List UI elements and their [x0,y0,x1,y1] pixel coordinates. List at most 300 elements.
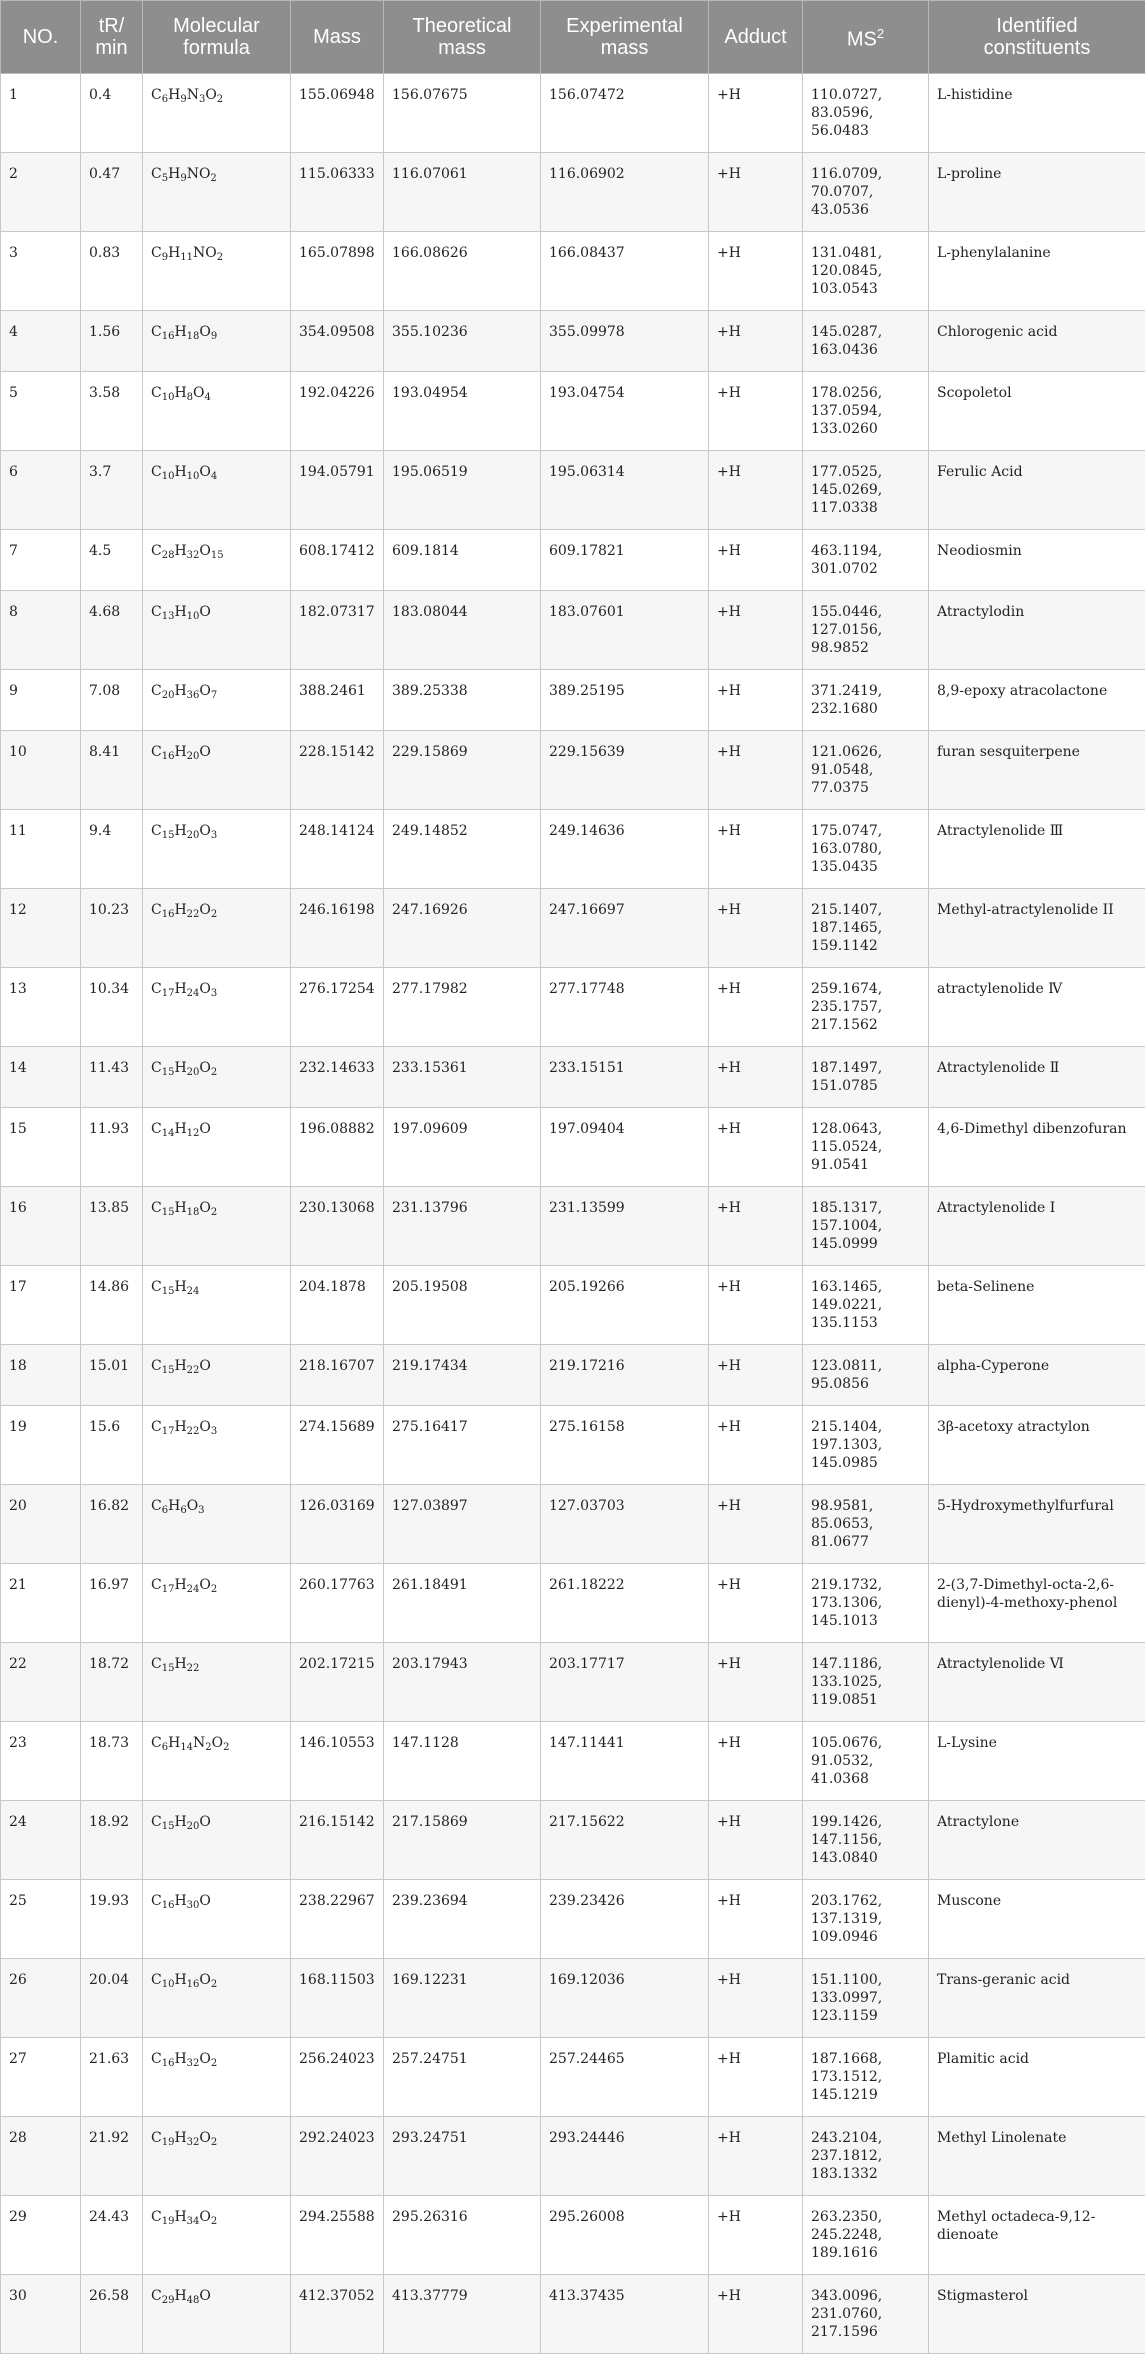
cell-experimental-mass: 169.12036 [541,1959,709,2038]
table-row [1,968,1145,1047]
table-row [1,1108,1145,1187]
table-row [1,2117,1145,2196]
formula-element: H [168,1498,181,1514]
table-row [1,74,1145,153]
cell-ms2: 128.0643, 115.0524, 91.0541 [803,1108,929,1187]
formula-subscript: 28 [161,550,175,561]
header-adduct: Adduct [709,1,803,74]
formula-element: H [174,385,187,401]
cell-adduct: +H [709,889,803,968]
cell-formula [143,1266,291,1345]
cell-experimental-mass: 147.11441 [541,1722,709,1801]
formula-element: H [174,1419,187,1435]
cell-ms2: 371.2419, 232.1680 [803,670,929,731]
header-experimental-mass: Experimental mass [541,1,709,74]
formula-subscript: 22 [186,1426,200,1437]
cell-identified-constituent: Methyl-atractylenolide II [929,889,1145,968]
cell-formula [143,591,291,670]
cell-adduct: +H [709,1880,803,1959]
cell-formula [143,1959,291,2038]
formula-subscript: 2 [210,2137,218,2148]
formula-subscript: 2 [210,1067,218,1078]
cell-experimental-mass: 275.16158 [541,1406,709,1485]
cell-no: 28 [1,2117,81,2196]
cell-theoretical-mass: 166.08626 [384,232,541,311]
cell-mass: 260.17763 [291,1564,384,1643]
formula-subscript: 30 [186,1900,200,1911]
cell-identified-constituent: L-histidine [929,74,1145,153]
cell-ms2: 219.1732, 173.1306, 145.1013 [803,1564,929,1643]
formula-subscript: 15 [161,1067,175,1078]
table-row [1,731,1145,810]
cell-ms2: 98.9581, 85.0653, 81.0677 [803,1485,929,1564]
cell-theoretical-mass: 413.37779 [384,2275,541,2354]
cell-mass: 246.16198 [291,889,384,968]
table-row [1,1880,1145,1959]
cell-ms2: 463.1194, 301.0702 [803,530,929,591]
cell-theoretical-mass: 127.03897 [384,1485,541,1564]
cell-formula [143,670,291,731]
cell-mass: 256.24023 [291,2038,384,2117]
formula-subscript: 16 [161,909,175,920]
cell-identified-constituent: Stigmasterol [929,2275,1145,2354]
formula-element: O [199,1814,211,1830]
formula-subscript: 2 [223,1742,230,1753]
formula-element: O [199,2130,211,2146]
cell-no: 7 [1,530,81,591]
formula-subscript: 20 [186,1821,200,1832]
cell-theoretical-mass: 277.17982 [384,968,541,1047]
formula-element: H [174,981,187,997]
cell-tr: 21.63 [81,2038,143,2117]
cell-tr: 15.01 [81,1345,143,1406]
formula-element: C [151,2130,162,2146]
formula-element: C [151,2209,162,2225]
formula-subscript: 10 [161,1979,175,1990]
formula-element: C [151,1814,162,1830]
cell-ms2: 185.1317, 157.1004, 145.0999 [803,1187,929,1266]
formula-element: H [174,1577,187,1593]
cell-identified-constituent: L-proline [929,153,1145,232]
formula-element: H [174,902,187,918]
cell-tr: 18.72 [81,1643,143,1722]
formula-subscript: 19 [161,2216,175,2227]
formula-element: H [174,1279,187,1295]
formula-element: O [199,683,211,699]
cell-no: 19 [1,1406,81,1485]
formula-element: C [151,87,162,103]
table-row [1,2038,1145,2117]
cell-identified-constituent: furan sesquiterpene [929,731,1145,810]
formula-subscript: 18 [186,331,200,342]
cell-tr: 3.58 [81,372,143,451]
cell-theoretical-mass: 203.17943 [384,1643,541,1722]
cell-formula [143,968,291,1047]
cell-formula [143,810,291,889]
formula-subscript: 2 [210,2058,218,2069]
cell-identified-constituent: Methyl octadeca-9,12-dienoate [929,2196,1145,2275]
cell-formula [143,1801,291,1880]
cell-theoretical-mass: 233.15361 [384,1047,541,1108]
cell-tr: 9.4 [81,810,143,889]
cell-experimental-mass: 247.16697 [541,889,709,968]
cell-mass: 232.14633 [291,1047,384,1108]
cell-no: 22 [1,1643,81,1722]
formula-subscript: 24 [186,988,200,999]
table-row [1,1564,1145,1643]
cell-mass: 216.15142 [291,1801,384,1880]
table-row [1,810,1145,889]
formula-subscript: 10 [186,471,200,482]
cell-formula [143,311,291,372]
header-ms2-base: MS [846,28,877,51]
formula-subscript: 15 [161,1286,175,1297]
formula-element: C [151,902,162,918]
cell-experimental-mass: 203.17717 [541,1643,709,1722]
cell-tr: 18.92 [81,1801,143,1880]
formula-subscript: 15 [161,1663,175,1674]
formula-element: NO [186,166,211,182]
cell-no: 13 [1,968,81,1047]
formula-element: O [199,1419,211,1435]
formula-element: H [168,87,181,103]
formula-subscript: 29 [161,2295,175,2306]
formula-subscript: 32 [186,550,200,561]
cell-tr: 19.93 [81,1880,143,1959]
formula-subscript: 17 [161,988,175,999]
cell-adduct: +H [709,731,803,810]
cell-mass: 115.06333 [291,153,384,232]
cell-mass: 202.17215 [291,1643,384,1722]
cell-tr: 10.23 [81,889,143,968]
cell-tr: 3.7 [81,451,143,530]
cell-no: 10 [1,731,81,810]
cell-tr: 11.43 [81,1047,143,1108]
header-identified-constituents: Identified constituents [929,1,1145,74]
cell-tr: 0.47 [81,153,143,232]
cell-ms2: 147.1186, 133.1025, 119.0851 [803,1643,929,1722]
formula-element: N [186,87,199,103]
formula-element: C [151,1735,162,1751]
formula-subscript: 2 [210,909,218,920]
cell-identified-constituent: Ferulic Acid [929,451,1145,530]
formula-element: C [151,1279,162,1295]
formula-subscript: 12 [186,1128,200,1139]
formula-element: O [199,1893,211,1909]
cell-no: 11 [1,810,81,889]
formula-subscript: 32 [186,2058,200,2069]
formula-element: O [199,981,211,997]
cell-formula [143,232,291,311]
formula-subscript: 9 [210,331,218,342]
cell-no: 15 [1,1108,81,1187]
formula-element: H [168,166,181,182]
table-row [1,2275,1145,2354]
cell-mass: 608.17412 [291,530,384,591]
cell-tr: 8.41 [81,731,143,810]
formula-element: H [174,1358,187,1374]
cell-identified-constituent: Scopoletol [929,372,1145,451]
formula-subscript: 20 [186,1067,200,1078]
formula-subscript: 20 [186,751,200,762]
formula-element: H [168,245,181,261]
cell-mass: 155.06948 [291,74,384,153]
cell-adduct: +H [709,372,803,451]
cell-experimental-mass: 197.09404 [541,1108,709,1187]
cell-tr: 7.08 [81,670,143,731]
cell-identified-constituent: 4,6-Dimethyl dibenzofuran [929,1108,1145,1187]
header-row [1,1,1145,74]
cell-mass: 182.07317 [291,591,384,670]
cell-identified-constituent: Atractylone [929,1801,1145,1880]
cell-theoretical-mass: 239.23694 [384,1880,541,1959]
formula-element: H [174,1060,187,1076]
cell-ms2: 343.0096, 231.0760, 217.1596 [803,2275,929,2354]
formula-subscript: 10 [161,392,175,403]
cell-identified-constituent: Atractylenolide Ⅵ [929,1643,1145,1722]
cell-ms2: 145.0287, 163.0436 [803,311,929,372]
cell-no: 26 [1,1959,81,2038]
cell-no: 21 [1,1564,81,1643]
cell-adduct: +H [709,591,803,670]
formula-element: H [174,1656,187,1672]
table-row [1,1959,1145,2038]
cell-ms2: 121.0626, 91.0548, 77.0375 [803,731,929,810]
cell-mass: 196.08882 [291,1108,384,1187]
cell-mass: 412.37052 [291,2275,384,2354]
cell-theoretical-mass: 257.24751 [384,2038,541,2117]
cell-adduct: +H [709,1345,803,1406]
formula-subscript: 15 [210,550,224,561]
cell-ms2: 259.1674, 235.1757, 217.1562 [803,968,929,1047]
formula-element: O [199,2051,211,2067]
formula-subscript: 3 [210,830,218,841]
cell-no: 30 [1,2275,81,2354]
cell-mass: 276.17254 [291,968,384,1047]
cell-adduct: +H [709,153,803,232]
cell-mass: 274.15689 [291,1406,384,1485]
cell-adduct: +H [709,968,803,1047]
formula-subscript: 3 [198,94,206,105]
formula-element: O [199,823,211,839]
cell-theoretical-mass: 275.16417 [384,1406,541,1485]
cell-adduct: +H [709,1266,803,1345]
cell-no: 20 [1,1485,81,1564]
cell-experimental-mass: 389.25195 [541,670,709,731]
formula-element: H [174,1814,187,1830]
cell-identified-constituent: Plamitic acid [929,2038,1145,2117]
cell-mass: 165.07898 [291,232,384,311]
cell-theoretical-mass: 156.07675 [384,74,541,153]
cell-theoretical-mass: 355.10236 [384,311,541,372]
cell-identified-constituent: Methyl Linolenate [929,2117,1145,2196]
cell-adduct: +H [709,2038,803,2117]
cell-adduct: +H [709,1406,803,1485]
cell-theoretical-mass: 231.13796 [384,1187,541,1266]
cell-tr: 15.6 [81,1406,143,1485]
cell-no: 14 [1,1047,81,1108]
formula-subscript: 3 [198,1505,205,1516]
formula-element: NO [193,245,217,261]
cell-adduct: +H [709,810,803,889]
cell-identified-constituent: Trans-geranic acid [929,1959,1145,2038]
cell-mass: 354.09508 [291,311,384,372]
formula-subscript: 17 [161,1426,175,1437]
cell-adduct: +H [709,1187,803,1266]
header-ms2-sup: 2 [876,26,885,42]
cell-theoretical-mass: 169.12231 [384,1959,541,2038]
formula-element: O [199,1577,211,1593]
cell-tr: 16.97 [81,1564,143,1643]
cell-no: 12 [1,889,81,968]
cell-mass: 218.16707 [291,1345,384,1406]
cell-ms2: 199.1426, 147.1156, 143.0840 [803,1801,929,1880]
cell-formula [143,74,291,153]
formula-subscript: 6 [161,94,169,105]
formula-subscript: 16 [161,1900,175,1911]
cell-ms2: 243.2104, 237.1812, 183.1332 [803,2117,929,2196]
table-row [1,1643,1145,1722]
cell-theoretical-mass: 295.26316 [384,2196,541,2275]
header-mass: Mass [291,1,384,74]
formula-element: C [151,543,162,559]
table-row [1,311,1145,372]
table-row [1,1406,1145,1485]
cell-theoretical-mass: 293.24751 [384,2117,541,2196]
table-row [1,1345,1145,1406]
formula-element: C [151,1060,162,1076]
formula-element: O [199,324,211,340]
formula-element: H [174,543,187,559]
cell-no: 9 [1,670,81,731]
formula-element: C [151,744,162,760]
formula-subscript: 11 [180,252,194,263]
formula-element: C [151,1972,162,1988]
cell-identified-constituent: 5-Hydroxymethylfurfural [929,1485,1145,1564]
cell-formula [143,2275,291,2354]
formula-element: O [199,902,211,918]
formula-subscript: 2 [210,2216,218,2227]
cell-ms2: 263.2350, 245.2248, 189.1616 [803,2196,929,2275]
cell-experimental-mass: 219.17216 [541,1345,709,1406]
cell-formula [143,1406,291,1485]
cell-experimental-mass: 195.06314 [541,451,709,530]
formula-subscript: 16 [161,2058,175,2069]
cell-theoretical-mass: 261.18491 [384,1564,541,1643]
formula-element: H [174,464,187,480]
formula-element: C [151,245,162,261]
cell-formula [143,1722,291,1801]
cell-ms2: 151.1100, 133.0997, 123.1159 [803,1959,929,2038]
cell-mass: 192.04226 [291,372,384,451]
cell-mass: 146.10553 [291,1722,384,1801]
formula-element: C [151,981,162,997]
formula-subscript: 9 [161,252,169,263]
formula-subscript: 3 [210,1426,218,1437]
header-no: NO. [1,1,81,74]
cell-ms2: 215.1404, 197.1303, 145.0985 [803,1406,929,1485]
cell-theoretical-mass: 197.09609 [384,1108,541,1187]
cell-no: 4 [1,311,81,372]
formula-element: C [151,604,162,620]
cell-no: 3 [1,232,81,311]
cell-adduct: +H [709,670,803,731]
cell-ms2: 178.0256, 137.0594, 133.0260 [803,372,929,451]
formula-subscript: 6 [180,1505,187,1516]
formula-subscript: 2 [210,173,217,184]
formula-subscript: 14 [180,1742,194,1753]
cell-ms2: 187.1668, 173.1512, 145.1219 [803,2038,929,2117]
formula-element: O [199,1060,211,1076]
cell-tr: 10.34 [81,968,143,1047]
cell-identified-constituent: atractylenolide Ⅳ [929,968,1145,1047]
cell-ms2: 203.1762, 137.1319, 109.0946 [803,1880,929,1959]
formula-subscript: 2 [210,1979,218,1990]
cell-experimental-mass: 355.09978 [541,311,709,372]
table-row [1,1722,1145,1801]
cell-theoretical-mass: 219.17434 [384,1345,541,1406]
cell-experimental-mass: 257.24465 [541,2038,709,2117]
cell-ms2: 163.1465, 149.0221, 135.1153 [803,1266,929,1345]
cell-adduct: +H [709,74,803,153]
formula-subscript: 6 [161,1742,169,1753]
cell-adduct: +H [709,451,803,530]
formula-subscript: 6 [161,1505,169,1516]
cell-identified-constituent: Chlorogenic acid [929,311,1145,372]
cell-tr: 20.04 [81,1959,143,2038]
cell-theoretical-mass: 147.1128 [384,1722,541,1801]
formula-subscript: 22 [186,1365,200,1376]
cell-theoretical-mass: 116.07061 [384,153,541,232]
formula-element: H [174,744,187,760]
cell-theoretical-mass: 205.19508 [384,1266,541,1345]
formula-element: H [174,1200,187,1216]
formula-subscript: 7 [210,690,218,701]
formula-element: C [151,2051,162,2067]
formula-element: O [199,744,211,760]
formula-element: C [151,1419,162,1435]
formula-element: C [151,385,162,401]
formula-subscript: 2 [216,252,224,263]
cell-experimental-mass: 217.15622 [541,1801,709,1880]
cell-tr: 24.43 [81,2196,143,2275]
formula-subscript: 13 [161,611,175,622]
formula-element: C [151,1656,162,1672]
formula-subscript: 2 [216,94,224,105]
formula-element: O [199,464,211,480]
cell-adduct: +H [709,1959,803,2038]
formula-subscript: 32 [186,2137,200,2148]
formula-element: C [151,464,162,480]
formula-subscript: 22 [186,1663,200,1674]
table-body [1,74,1145,2354]
cell-theoretical-mass: 193.04954 [384,372,541,451]
formula-element: C [151,166,162,182]
cell-mass: 294.25588 [291,2196,384,2275]
cell-tr: 16.82 [81,1485,143,1564]
table-row [1,451,1145,530]
formula-element: O [199,543,211,559]
cell-mass: 248.14124 [291,810,384,889]
formula-element: N [193,1735,206,1751]
formula-element: C [151,683,162,699]
formula-subscript: 16 [161,751,175,762]
formula-subscript: 2 [205,1742,212,1753]
cell-formula [143,372,291,451]
formula-element: O [199,2288,211,2304]
formula-subscript: 36 [186,690,200,701]
formula-subscript: 18 [186,1207,200,1218]
